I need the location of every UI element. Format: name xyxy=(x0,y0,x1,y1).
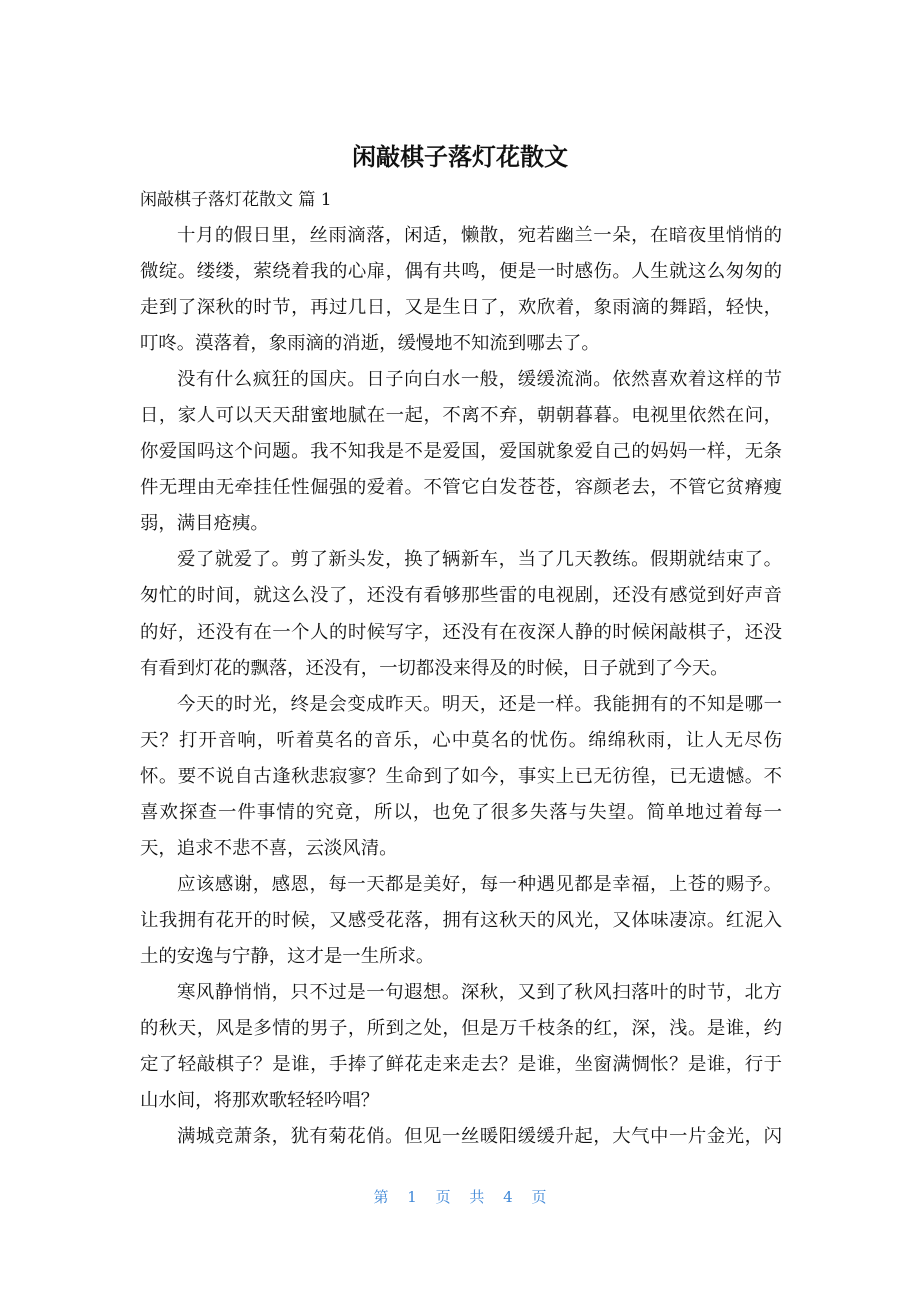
paragraph-line: 十月的假日里，丝雨滴落，闲适，懒散，宛若幽兰一朵，在暗夜里悄悄的 xyxy=(177,225,782,246)
paragraph-line: 应该感谢，感恩，每一天都是美好，每一种遇见都是幸福，上苍的赐予。 xyxy=(177,873,782,895)
paragraph-line: 有看到灯花的飘落，还没有，一切都没来得及的时候，日子就到了今天。 xyxy=(140,657,729,679)
paragraph xyxy=(140,1119,782,1155)
paragraph-line: 匆忙的时间，就这么没了，还没有看够那些雷的电视剧，还没有感觉到好声音 xyxy=(140,585,782,607)
paragraph-line: 土的安逸与宁静，这才是一生所求。 xyxy=(140,945,435,967)
paragraph-line: 山水间，将那欢歌轻轻吟唱？ xyxy=(140,1090,380,1112)
paragraph-line: 爱了就爱了。剪了新头发，换了辆新车，当了几天教练。假期就结束了。 xyxy=(177,549,782,571)
paragraph-line: 你爱国吗这个问题。我不知我是不是爱国，爱国就象爱自己的妈妈一样，无条 xyxy=(140,441,782,463)
paragraph-line: 叮咚。漠落着，象雨滴的消逝，缓慢地不知流到哪去了。 xyxy=(140,333,600,355)
paragraph-line: 满城竞萧条，犹有菊花俏。但见一丝暖阳缓缓升起，大气中一片金光，闪 xyxy=(177,1126,782,1148)
paragraph-line: 日，家人可以天天甜蜜地腻在一起，不离不弃，朝朝暮暮。电视里依然在问， xyxy=(140,405,782,427)
paragraph-line: 天，追求不悲不喜，云淡风清。 xyxy=(140,837,398,859)
paragraph-line: 寒风静悄悄，只不过是一句遐想。深秋，又到了秋风扫落叶的时节，北方 xyxy=(177,981,782,1003)
paragraph-line: 怀。要不说自古逢秋悲寂寥？生命到了如今，事实上已无彷徨，已无遗憾。不 xyxy=(140,765,782,787)
page-number-footer: 第 1 页 共 4 页 xyxy=(373,1188,547,1206)
paragraph-line: 微绽。缕缕，萦绕着我的心扉，偶有共鸣，便是一时感伤。人生就这么匆匆的 xyxy=(140,261,782,283)
paragraph xyxy=(140,362,782,542)
paragraph-line: 的好，还没有在一个人的时候写字，还没有在夜深人静的时候闲敲棋子，还没 xyxy=(140,621,782,643)
paragraph-line: 定了轻敲棋子？是谁，手捧了鲜花走来走去？是谁，坐窗满惆怅？是谁，行于 xyxy=(140,1054,782,1076)
section-heading: 闲敲棋子落灯花散文 篇 1 xyxy=(140,190,332,210)
paragraph-line: 弱，满目疮痍。 xyxy=(140,513,269,535)
paragraph xyxy=(140,542,782,686)
paragraph-line: 喜欢探查一件事情的究竟，所以，也免了很多失落与失望。简单地过着每一 xyxy=(140,801,782,823)
paragraph-line: 的秋天，风是多情的男子，所到之处，但是万千枝条的红，深，浅。是谁，约 xyxy=(140,1018,782,1040)
document-title: 闲敲棋子落灯花散文 xyxy=(352,143,568,171)
paragraph-line: 件无理由无牵挂任性倔强的爱着。不管它白发苍苍，容颜老去，不管它贫瘠瘦 xyxy=(140,477,782,499)
document-body xyxy=(140,218,782,1155)
paragraph-line: 走到了深秋的时节，再过几日，又是生日了，欢欣着，象雨滴的舞蹈，轻快， xyxy=(140,297,782,319)
paragraph xyxy=(140,218,782,362)
paragraph-line: 没有什么疯狂的国庆。日子向白水一般，缓缓流淌。依然喜欢着这样的节 xyxy=(177,369,782,391)
paragraph xyxy=(140,687,782,867)
paragraph xyxy=(140,867,782,975)
paragraph-line: 天？打开音响，听着莫名的音乐，心中莫名的忧伤。绵绵秋雨，让人无尽伤 xyxy=(140,729,782,751)
paragraph-line: 让我拥有花开的时候，又感受花落，拥有这秋天的风光，又体味凄凉。红泥入 xyxy=(140,909,782,931)
paragraph-line: 今天的时光，终是会变成昨天。明天，还是一样。我能拥有的不知是哪一 xyxy=(177,693,782,715)
paragraph xyxy=(140,975,782,1119)
